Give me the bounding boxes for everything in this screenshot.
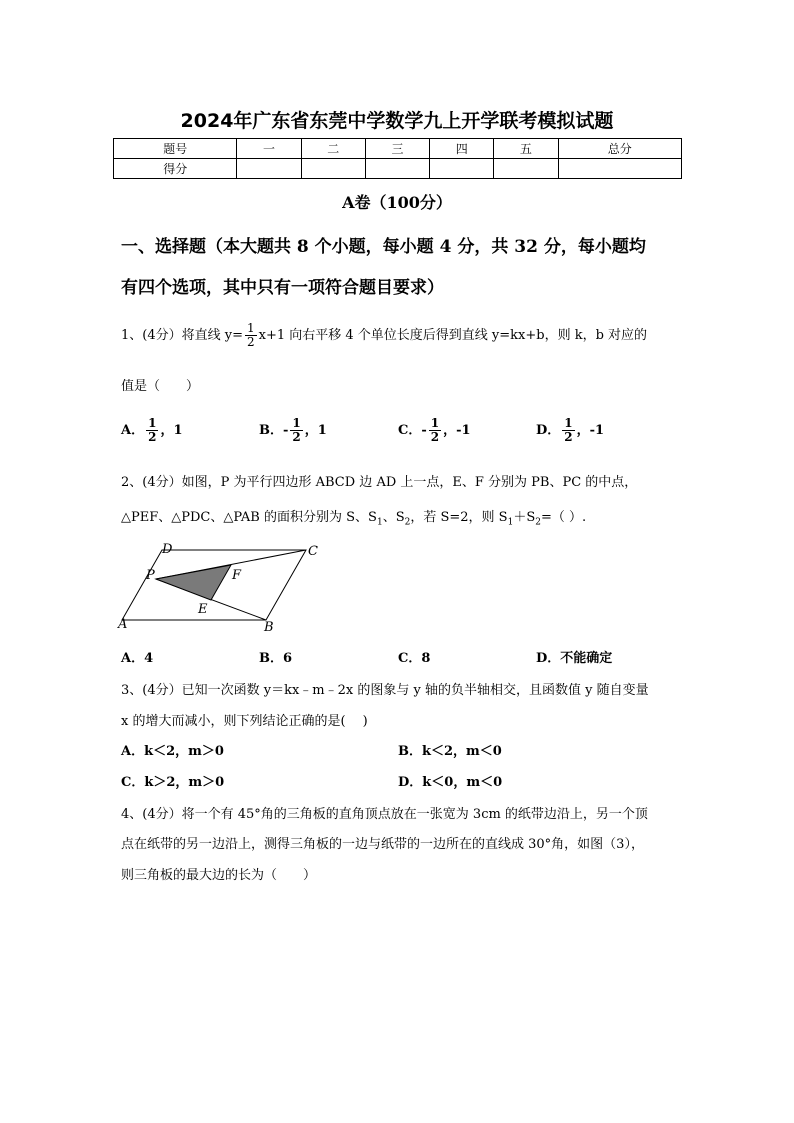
- q4-stem-line2: 点在纸带的另一边沿上，测得三角板的一边与纸带的一边所在的直线成 30°角，如图（3），: [121, 837, 644, 852]
- score-header-cell: 三: [365, 139, 429, 159]
- parallelogram-figure: [116, 540, 326, 632]
- q2-option-c[interactable]: C．8: [398, 651, 431, 666]
- q2-option-b[interactable]: B．6: [259, 651, 293, 666]
- score-header-cell: 二: [301, 139, 365, 159]
- q1-option-b[interactable]: [259, 413, 327, 449]
- q1-stem-line1: [121, 318, 647, 354]
- option-tail: ，-1: [576, 423, 605, 438]
- frac-numerator: 1: [430, 416, 440, 430]
- q1-prefix: 1、(4分）将直线 y=: [121, 328, 243, 343]
- option-fraction: [429, 417, 441, 444]
- q3-stem-line1: 3、(4分）已知一次函数 y＝kx﹣m﹣2x 的图象与 y 轴的负半轴相交，且函数值 y 随自变量: [121, 683, 649, 698]
- q2-text: ，若 S=2，则 S: [410, 510, 508, 525]
- score-table-header-row: [114, 139, 682, 159]
- triangle-pef-shaded: [156, 565, 231, 600]
- q1-option-c[interactable]: [398, 413, 471, 449]
- frac-denominator: 2: [292, 430, 301, 444]
- frac-numerator: 1: [148, 416, 157, 430]
- option-tail: ，-1: [443, 423, 471, 438]
- score-row-label: 得分: [114, 159, 237, 179]
- q4-stem-line1: 4、(4分）将一个有 45°角的三角板的直角顶点放在一张宽为 3cm 的纸带边沿上，另一个顶: [121, 807, 648, 822]
- subscript: 1: [376, 517, 383, 528]
- option-fraction: [562, 417, 574, 444]
- label-p: P: [146, 568, 155, 583]
- option-tail: ，1: [160, 423, 183, 438]
- score-cell[interactable]: [237, 159, 301, 179]
- frac-denominator: 2: [246, 335, 255, 349]
- label-d: D: [162, 542, 173, 557]
- score-header-cell: 五: [494, 139, 558, 159]
- label-f: F: [232, 568, 242, 583]
- score-header-cell: 总分: [558, 139, 681, 159]
- q2-stem-line2: [121, 506, 586, 528]
- q1-option-a[interactable]: [121, 413, 183, 449]
- q1-fraction: [245, 322, 257, 349]
- label-b: B: [264, 620, 274, 632]
- option-tail: ，1: [304, 423, 327, 438]
- option-fraction: [290, 417, 302, 444]
- section-heading-line1: 一、选择题（本大题共 8 个小题，每小题 4 分，共 32 分，每小题均: [121, 237, 646, 257]
- subscript: 2: [404, 517, 411, 528]
- frac-numerator: 1: [246, 321, 255, 335]
- q3-option-b[interactable]: B．k＜2，m＜0: [398, 744, 502, 759]
- section-a-title: A卷（100分）: [342, 193, 452, 212]
- subscript: 1: [507, 517, 514, 528]
- score-table-score-row: [114, 159, 682, 179]
- score-cell[interactable]: [365, 159, 429, 179]
- frac-denominator: 2: [564, 430, 573, 444]
- q4-stem-line3: 则三角板的最大边的长为（ ）: [121, 868, 317, 883]
- score-header-cell: 一: [237, 139, 301, 159]
- frac-denominator: 2: [148, 430, 157, 444]
- q2-option-d[interactable]: D．不能确定: [536, 651, 613, 666]
- frac-numerator: 1: [564, 416, 573, 430]
- q3-stem-line2: x 的增大而减小，则下列结论正确的是( ): [121, 714, 368, 729]
- q2-stem-line1: 2、(4分）如图，P 为平行四边形 ABCD 边 AD 上一点，E、F 分别为 PB、PC 的中点，: [121, 475, 638, 490]
- label-e: E: [198, 602, 208, 617]
- label-a: A: [118, 617, 128, 632]
- q3-option-c[interactable]: C．k＞2，m＞0: [121, 775, 225, 790]
- subscript: 2: [535, 517, 541, 528]
- q3-option-a[interactable]: A．k＜2，m＞0: [121, 744, 224, 759]
- option-fraction: [146, 417, 158, 444]
- q3-option-d[interactable]: D．k＜0，m＜0: [398, 775, 503, 790]
- score-table: [113, 138, 682, 179]
- q2-text: △PEF、△PDC、△PAB 的面积分别为 S、S: [121, 510, 377, 525]
- page-title: 2024年广东省东莞中学数学九上开学联考模拟试题: [180, 110, 614, 132]
- score-cell[interactable]: [301, 159, 365, 179]
- score-header-cell: 四: [430, 139, 494, 159]
- q2-option-a[interactable]: A．4: [121, 651, 154, 666]
- q1-stem-line2: 值是（ ）: [121, 379, 200, 394]
- frac-denominator: 2: [430, 430, 440, 444]
- q1-suffix: x+1 向右平移 4 个单位长度后得到直线 y=kx+b，则 k，b 对应的: [258, 328, 648, 343]
- score-header-cell: 题号: [114, 139, 237, 159]
- q2-text: =（ ）.: [540, 510, 587, 525]
- section-heading-line2: 有四个选项，其中只有一项符合题目要求）: [121, 278, 444, 298]
- frac-numerator: 1: [292, 416, 301, 430]
- option-label: B．: [259, 423, 283, 438]
- option-sign: -: [421, 423, 427, 438]
- option-sign: -: [283, 423, 289, 438]
- option-label: A．: [121, 423, 145, 438]
- score-cell[interactable]: [494, 159, 558, 179]
- score-cell[interactable]: [430, 159, 494, 179]
- label-c: C: [308, 544, 318, 559]
- score-cell[interactable]: [558, 159, 681, 179]
- option-label: C．: [398, 423, 422, 438]
- option-label: D．: [536, 423, 561, 438]
- q1-option-d[interactable]: [536, 413, 604, 449]
- q2-text: ＋S: [513, 510, 536, 525]
- q2-text: 、S: [382, 510, 405, 525]
